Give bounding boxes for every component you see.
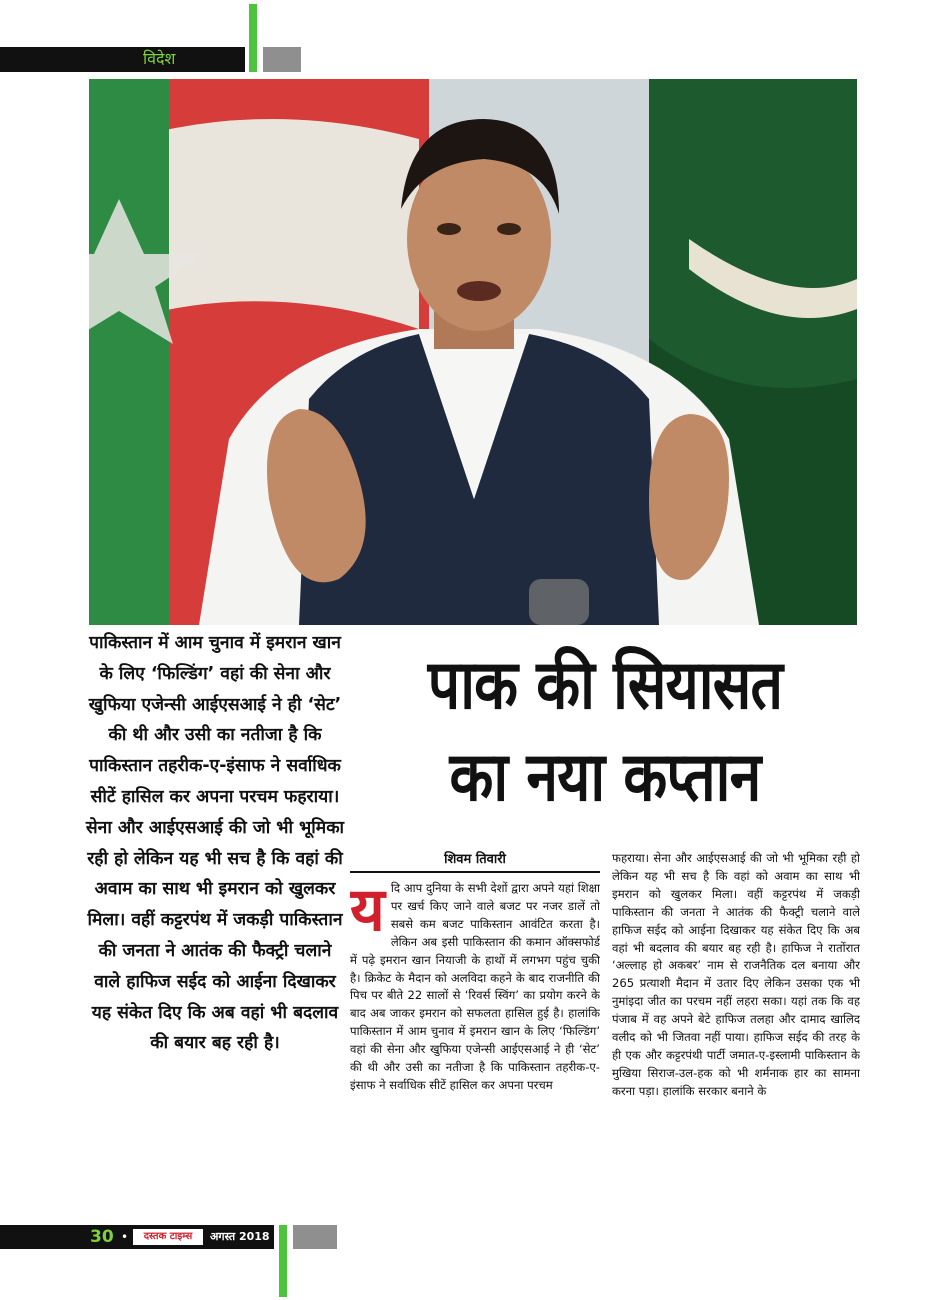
issue-date: अगस्त 2018 (210, 1230, 270, 1243)
article-column-2: फहराया। सेना और आईएसआई की जो भी भूमिका रही हो लेकिन यह भी सच है कि वहां को अवाम का साथ भी इमरान को खुलकर मिला। वहीं कट्टरपंथ में जकड़ी पाकिस्तान की जनता ने आतंक की फैक्ट्री चलाने वाले हाफिज सईद को आईना दिखाकर यह संकेत दिए कि अब वहां भी बदलाव की बयार बह रही है। हाफिज ने रातोंरात ‘अल्लाह हो अकबर’ नाम से राजनैतिक दल बनाया और 265 प्रत्याशी मैदान में उतार दिए लेकिन उसका एक भी नुमांइदा जीत का परचम नहीं लहरा सका। यहां तक कि वह पंजाब में वह अपने बेटे हाफिज तलहा और दामाद खालिद वलीद को भी जितवा नहीं पाया। हाफिज सईद की तरह के ही एक और कट्टरपंथी पार्टी जमात-ए-इस्लामी पाकिस्तान के मुखिया सिराज-उल-हक को भी शर्मनाक हार का सामना करना पड़ा। हालांकि सरकार बनाने के (612, 851, 860, 1098)
footer-bullet: • (121, 1230, 129, 1244)
footer-gray-block (293, 1225, 337, 1249)
article-column-1-text: दि आप दुनिया के सभी देशों द्वारा अपने यहां शिक्षा पर खर्च किए जाने वाले बजट पर नजर डालें तो सबसे कम बजट पाकिस्तान आवंटित करता है। लेकिन अब इसी पाकिस्तान की कमान ऑक्सफोर्ड में पढ़े इमरान खान नियाजी के हाथों में लगभग पहुंच चुकी है। क्रिकेट के मैदान को अलविदा कहने के बाद राजनीति की पिच पर बीते 22 सालों से ‘रिवर्स स्विंग’ का प्रयोग करने के बाद अब जाकर इमरान को सफलता हासिल हुई है। हालांकि पाकिस्तान में आम चुनाव में इमरान खान के लिए ‘फिल्डिंग’ वहां की सेना और खुफिया एजेन्सी आईएसआई ने ही ‘सेट’ की थी और उसी का नतीजा है कि पाकिस्तान तहरीक-ए-इंसाफ ने सर्वाधिक सीटें हासिल कर अपना परचम (350, 881, 600, 1092)
section-label: विदेश (143, 49, 176, 68)
section-header-bar (0, 47, 245, 72)
byline: शिवम तिवारी (444, 852, 506, 867)
headline (391, 640, 819, 824)
headline-line-1: पाक की सियासत (427, 646, 783, 725)
drop-cap: य (350, 880, 385, 945)
article-photo (89, 79, 857, 625)
headline-line-2: का नया कप्तान (449, 738, 761, 817)
footer-green-accent (279, 1225, 287, 1297)
magazine-logo: दस्तक टाइम्स (133, 1229, 203, 1245)
article-column-1 (350, 880, 600, 1212)
byline-rule (350, 871, 600, 873)
header-gray-block (263, 47, 301, 72)
speaker-photo-illustration (89, 79, 857, 625)
header-green-accent (249, 4, 257, 72)
pull-quote: पाकिस्तान में आम चुनाव में इमरान खान के लिए ‘फिल्डिंग’ वहां की सेना और खुफिया एजेन्सी आईएसआई ने ही ‘सेट’ की थी और उसी का नतीजा है कि पाकिस्तान तहरीक-ए-इंसाफ ने सर्वाधिक सीटें हासिल कर अपना परचम फहराया। सेना और आईएसआई की जो भी भूमिका रही हो लेकिन यह भी सच है कि वहां की अवाम का साथ भी इमरान को खुलकर मिला। वहीं कट्टरपंथ में जकड़ी पाकिस्तान की जनता ने आतंक की फैक्ट्री चलाने वाले हाफिज सईद को आईना दिखाकर यह संकेत दिए कि अब वहां भी बदलाव की बयार बह रही है। (85, 633, 345, 1054)
page-number: 30 (90, 1227, 114, 1247)
